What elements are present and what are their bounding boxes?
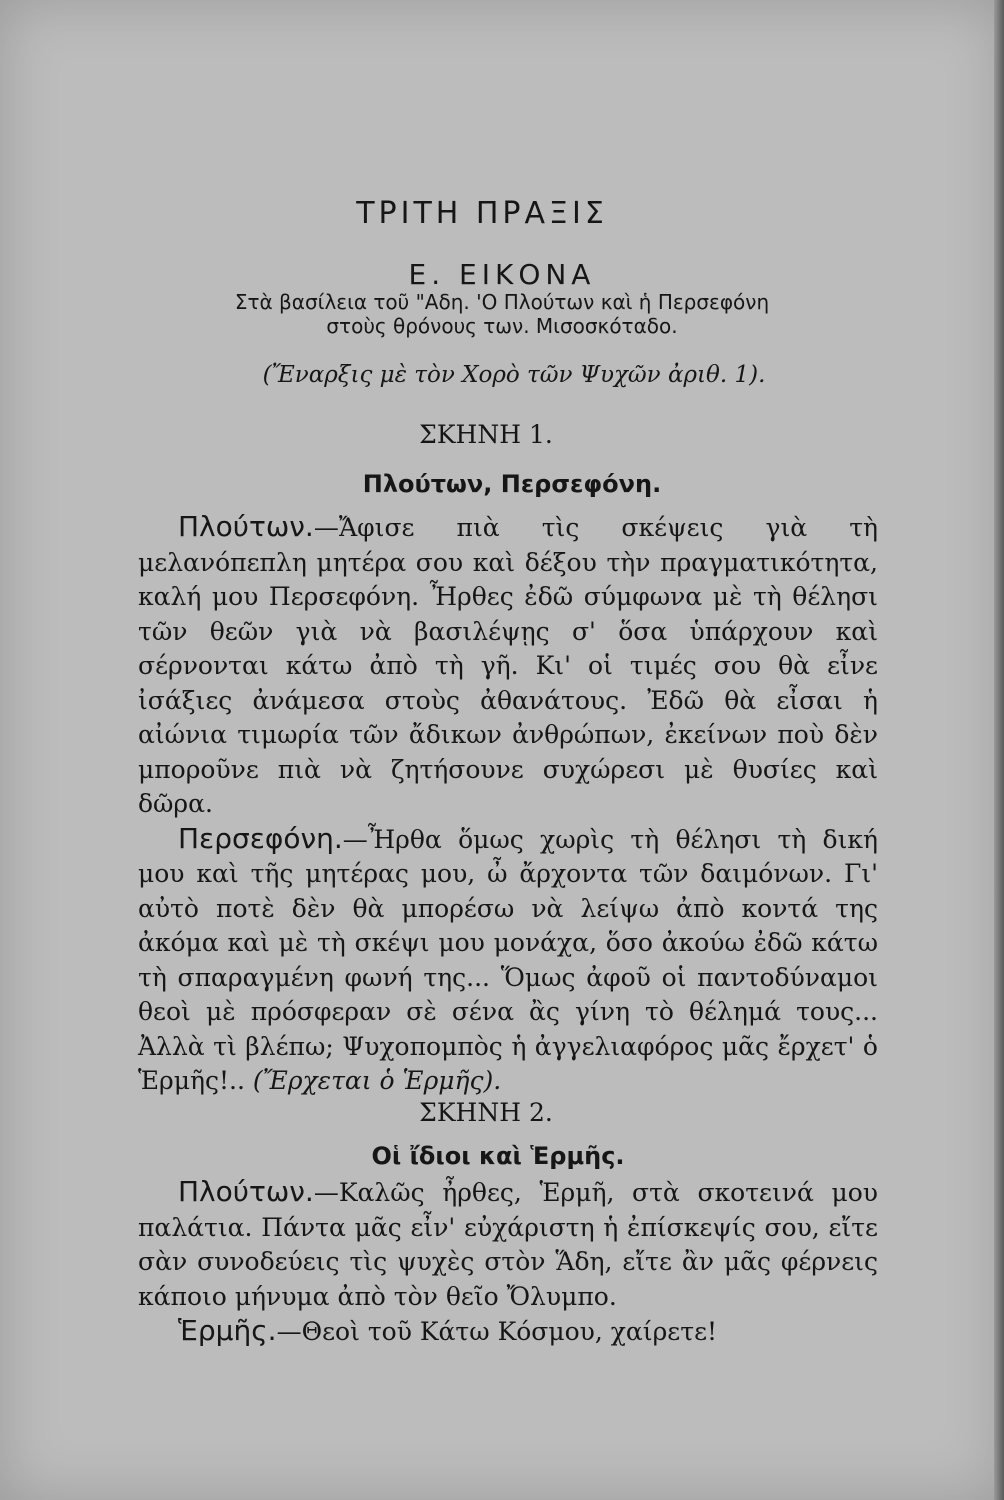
setting-line-2: στοὺς θρόνους των. Μισοσκόταδο.: [326, 314, 678, 338]
line-text: —Ἦρθα ὅμως χωρὶς τὴ θέλησι τὴ δική μου καὶ τῆς μητέρας μου, ὦ ἄρχοντα τῶν δαιμόνων. Γι' αὐτὸ ποτὲ δὲν θὰ μπορέσω νὰ λείψω ἀπὸ κοντά της ἀκόμα καὶ μὲ τὴ σκέψι μου μονάχα, ὅσο ἀκούω ἐδῶ κάτω τὴ σπαραγμένη φωνή της... Ὅμως ἀφοῦ οἱ παντοδύναμοι θεοὶ μὲ πρόσφεραν σὲ σένα ἂς γίνη τὸ θέλημά τους... Ἀλλὰ τὶ βλέπω; Ψυχοπομπὸς ἡ ἀγγελιαφόρος μᾶς ἔρχετ' ὁ Ἑρμῆς!..: [138, 824, 878, 1095]
scene-2-dialogue: [138, 1175, 878, 1350]
page-edge: [994, 0, 1004, 1500]
scene-2-characters: Οἱ ἴδιοι καὶ Ἑρμῆς.: [371, 1142, 625, 1170]
line-text: —Ἄφισε πιὰ τὶς σκέψεις γιὰ τὴ μελανόπεπλη μητέρα σου καὶ δέξου τὴν πραγματικότητα, καλή μου Περσεφόνη. Ἦρθες ἐδῶ σύμφωνα μὲ τὴ θέλησι τῶν θεῶν γιὰ νὰ βασιλέψῃς σ' ὅσα ὑπάρχουν καὶ σέρνονται κάτω ἀπὸ τὴ γῆ. Κι' οἱ τιμές σου θὰ εἶνε ἰσάξιες ἀνάμεσα στοὺς ἀθανάτους. Ἐδῶ θὰ εἶσαι ἡ αἰώνια τιμωρία τῶν ἄδικων ἀνθρώπων, ἐκείνων ποὺ δὲν μποροῦνε πιὰ νὰ ζητήσουνε συχώρεσι μὲ θυσίες καὶ δῶρα.: [138, 513, 878, 818]
dialogue-line: [138, 1314, 878, 1350]
speaker-name: Ἑρμῆς.: [178, 1314, 277, 1347]
scene-title: Ε. ΕΙΚΟΝΑ: [408, 258, 596, 291]
scene-1-characters: Πλούτων, Περσεφόνη.: [362, 470, 662, 498]
line-text: —Καλῶς ἦρθες, Ἑρμῆ, στὰ σκοτεινά μου παλάτια. Πάντα μᾶς εἶν' εὐχάριστη ἡ ἐπίσκεψίς σου, εἴτε σὰν συνοδεύεις τὶς ψυχὲς στὸν Ἅδη, εἴτε ἂν μᾶς φέρνεις κάποιο μήνυμα ἀπὸ τὸν θεῖο Ὄλυμπο.: [138, 1178, 878, 1311]
scene-2-heading: ΣΚΗΝΗ 2.: [419, 1098, 553, 1127]
scene-1-dialogue: [138, 510, 878, 1099]
act-title: ΤΡΙΤΗ ΠΡΑΞΙΣ: [356, 196, 608, 231]
setting-line-1: Στὰ βασίλεια τοῦ "Αδη. 'Ο Πλούτων καὶ ἡ Περσεφόνη: [234, 290, 770, 314]
stage-direction: (Ἔρχεται ὁ Ἑρμῆς).: [252, 1066, 502, 1095]
speaker-name: Περσεφόνη.: [178, 821, 343, 855]
dialogue-line: [138, 822, 878, 1099]
dialogue-line: [138, 1175, 878, 1314]
setting-description: [0, 290, 1004, 338]
speaker-name: Πλούτων.: [178, 1175, 314, 1208]
line-text: —Θεοὶ τοῦ Κάτω Κόσμου, χαίρετε!: [276, 1317, 718, 1346]
scene-1-heading: ΣΚΗΝΗ 1.: [419, 420, 553, 449]
dialogue-line: [138, 510, 878, 822]
stage-note: (Ἔναρξις μὲ τὸν Χορὸ τῶν Ψυχῶν ἀριθ. 1).: [262, 362, 766, 388]
speaker-name: Πλούτων.: [178, 510, 314, 543]
